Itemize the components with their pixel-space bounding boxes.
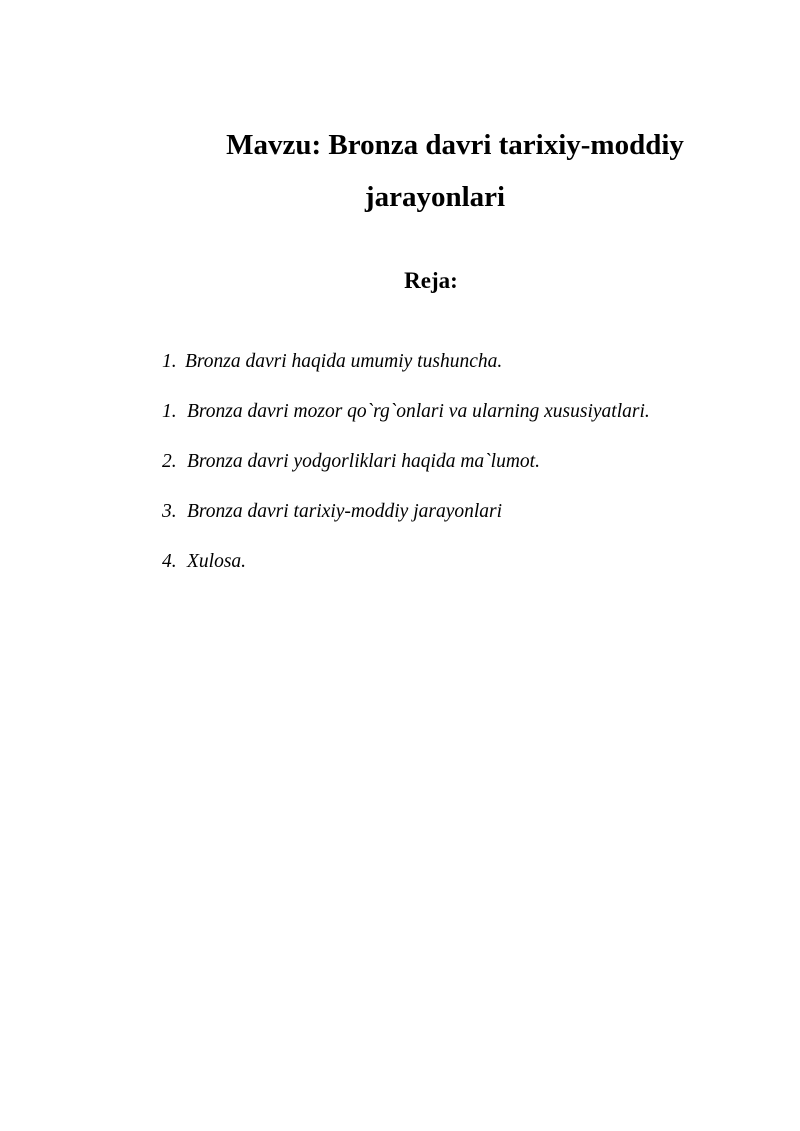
plan-heading: Reja: (404, 268, 458, 293)
plan-item-text: Xulosa. (187, 551, 247, 572)
plan-item-number: 1. (162, 401, 177, 422)
plan-item (162, 550, 650, 600)
plan-item-text: Bronza davri yodgorliklari haqida ma`lumot. (187, 451, 540, 472)
plan-item (162, 450, 650, 500)
title-line-2: jarayonlari (364, 181, 506, 213)
plan-list (162, 350, 650, 600)
plan-item-number: 1. (162, 351, 177, 372)
plan-item-number: 4. (162, 551, 177, 572)
plan-item (162, 350, 650, 400)
plan-item-text: Bronza davri mozor qo`rg`onlari va ularning xususiyatlari. (187, 401, 650, 422)
plan-item (162, 500, 650, 550)
plan-item-number: 2. (162, 451, 177, 472)
plan-item-text: Bronza davri haqida umumiy tushuncha. (185, 351, 503, 372)
title-line-1: Mavzu: Bronza davri tarixiy-moddiy (226, 129, 684, 161)
plan-item (162, 400, 650, 450)
plan-item-text: Bronza davri tarixiy-moddiy jarayonlari (187, 501, 503, 522)
plan-item-number: 3. (162, 501, 177, 522)
